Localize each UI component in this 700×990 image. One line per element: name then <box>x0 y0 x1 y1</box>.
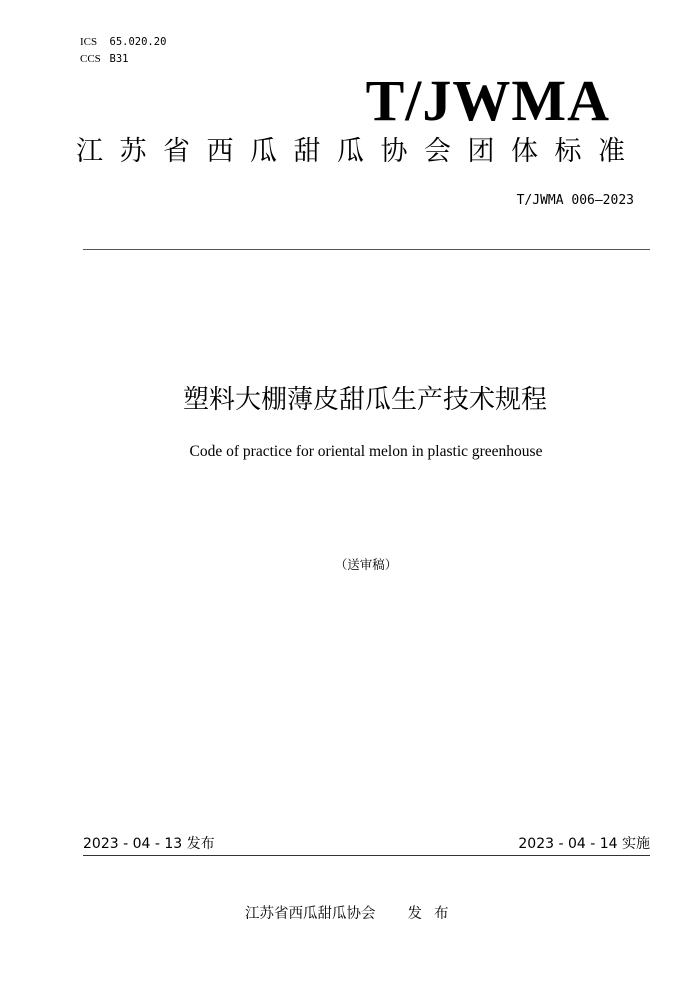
draft-status-label: （送审稿） <box>334 557 398 572</box>
ics-code: 65.020.20 <box>109 36 167 48</box>
ics-label: ICS <box>80 36 98 48</box>
standard-number: T/JWMA 006—2023 <box>516 193 634 208</box>
ccs-code: B31 <box>109 53 129 65</box>
standard-brand-logo: T/JWMA <box>365 68 610 133</box>
organization-standard-title: 江苏省西瓜甜瓜协会团体标准 <box>76 136 642 167</box>
footer-divider <box>83 855 650 856</box>
document-title: 塑料大棚薄皮甜瓜生产技术规程 <box>182 385 547 415</box>
publisher-line <box>245 904 461 924</box>
publish-date: 2023 - 04 - 13 发布 <box>83 836 215 852</box>
publish-word: 发布 <box>407 906 461 922</box>
ccs-classification <box>80 52 128 66</box>
ics-classification <box>80 35 166 49</box>
header-divider <box>83 249 650 250</box>
implement-date: 2023 - 04 - 14 实施 <box>518 836 650 852</box>
publisher-name: 江苏省西瓜甜瓜协会 <box>245 906 376 922</box>
ccs-label: CCS <box>80 53 101 65</box>
document-english-title: Code of practice for oriental melon in plastic greenhouse <box>189 443 543 460</box>
